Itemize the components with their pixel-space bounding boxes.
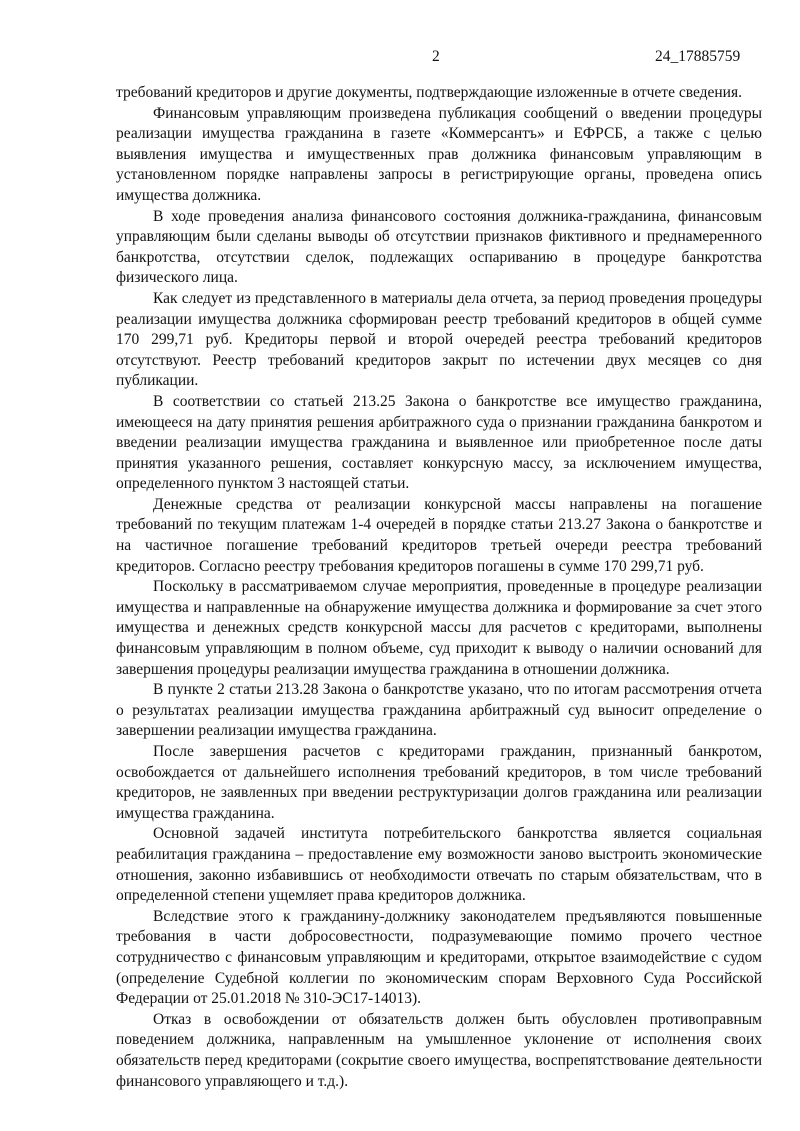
document-body: [116, 83, 762, 1092]
paragraph-release-from-obligations: После завершения расчетов с кредиторами гражданин, признанный банкротом, освобождается от дальнейшего исполнения требований кредиторов, в том числе требований кредиторов, не заявленных при введении реструктуризации долгов гражданина или реализации имущества гражданина.: [116, 743, 762, 822]
paragraph-continuation: требований кредиторов и другие документы, подтверждающие изложенные в отчете сведения.: [116, 84, 742, 101]
paragraph-creditor-registry: Как следует из представленного в материалы дела отчета, за период проведения процедуры реализации имущества должника сформирован реестр требований кредиторов в общей сумме 170 299,71 руб. Кредиторы первой и второй очередей реестра требований кредиторов отсутствуют. Реестр требований кредиторов закрыт по истечении двух месяцев со дня публикации.: [116, 289, 762, 390]
case-number: 24_17885759: [655, 48, 741, 65]
paragraph-publication: Финансовым управляющим произведена публикация сообщений о введении процедуры реализации имущества гражданина в газете «Коммерсантъ» и ЕФРСБ, а также с целью выявления имущества и имущественных прав должника финансовым управляющим в установленном порядке направлены запросы в регистрирующие органы, проведена опись имущества должника.: [116, 104, 762, 204]
page-number: 2: [432, 48, 440, 65]
paragraph-financial-analysis: В ходе проведения анализа финансового состояния должника-гражданина, финансовым управляющим были сделаны выводы об отсутствии признаков фиктивного и преднамеренного банкротства, отсутствии сделок, подлежащих оспариванию в процедуре банкротства физического лица.: [116, 207, 762, 287]
paragraph-social-rehabilitation: Основной задачей института потребительского банкротства является социальная реабилитация гражданина – предоставление ему возможности заново выстроить экономические отношения, законно избавившись от необходимости отвечать по старым обязательствам, что в определенной степени ущемляет права кредиторов должника.: [116, 825, 762, 905]
paragraph-funds-distribution: Денежные средства от реализации конкурсной массы направлены на погашение требований по текущим платежам 1-4 очередей в порядке статьи 213.27 Закона о банкротстве и на частичное погашение требований кредиторов третьей очереди реестра требований кредиторов. Согласно реестру требования кредиторов погашены в сумме 170 299,71 руб.: [116, 495, 762, 575]
paragraph-bankruptcy-estate: В соответствии со статьей 213.25 Закона о банкротстве все имущество гражданина, имеющееся на дату принятия решения арбитражного суда о признании гражданина банкротом и введении реализации имущества гражданина и выявленное или приобретенное после даты принятия указанного решения, составляет конкурсную массу, за исключением имущества, определенного пунктом 3 настоящей статьи.: [116, 392, 762, 493]
paragraph-refusal-grounds: Отказ в освобождении от обязательств должен быть обусловлен противоправным поведением должника, направленным на умышленное уклонение от исполнения своих обязательств перед кредиторами (сокрытие своего имущества, воспрепятствование деятельности финансового управляющего и т.д.).: [116, 1010, 762, 1090]
paragraph-article-213-28: В пункте 2 статьи 213.28 Закона о банкротстве указано, что по итогам рассмотрения отчета о результатах реализации имущества гражданина арбитражный суд выносит определение о завершении реализации имущества гражданина.: [116, 681, 762, 740]
paragraph-court-conclusion: Поскольку в рассматриваемом случае мероприятия, проведенные в процедуре реализации имущества и направленные на обнаружение имущества должника и формирование за счет этого имущества и денежных средств конкурсной массы для расчетов с кредиторами, выполнены финансовым управляющим в полном объеме, суд приходит к выводу о наличии оснований для завершения процедуры реализации имущества гражданина в отношении должника.: [116, 578, 762, 678]
page-header: [0, 46, 800, 68]
paragraph-good-faith-requirements: Вследствие этого к гражданину-должнику законодателем предъявляются повышенные требования в части добросовестности, подразумевающие помимо прочего честное сотрудничество с финансовым управляющим и кредиторами, открытое взаимодействие с судом (определение Судебной коллегии по экономическим спорам Верховного Суда Российской Федерации от 25.01.2018 № 310-ЭС17-14013).: [116, 907, 762, 1008]
